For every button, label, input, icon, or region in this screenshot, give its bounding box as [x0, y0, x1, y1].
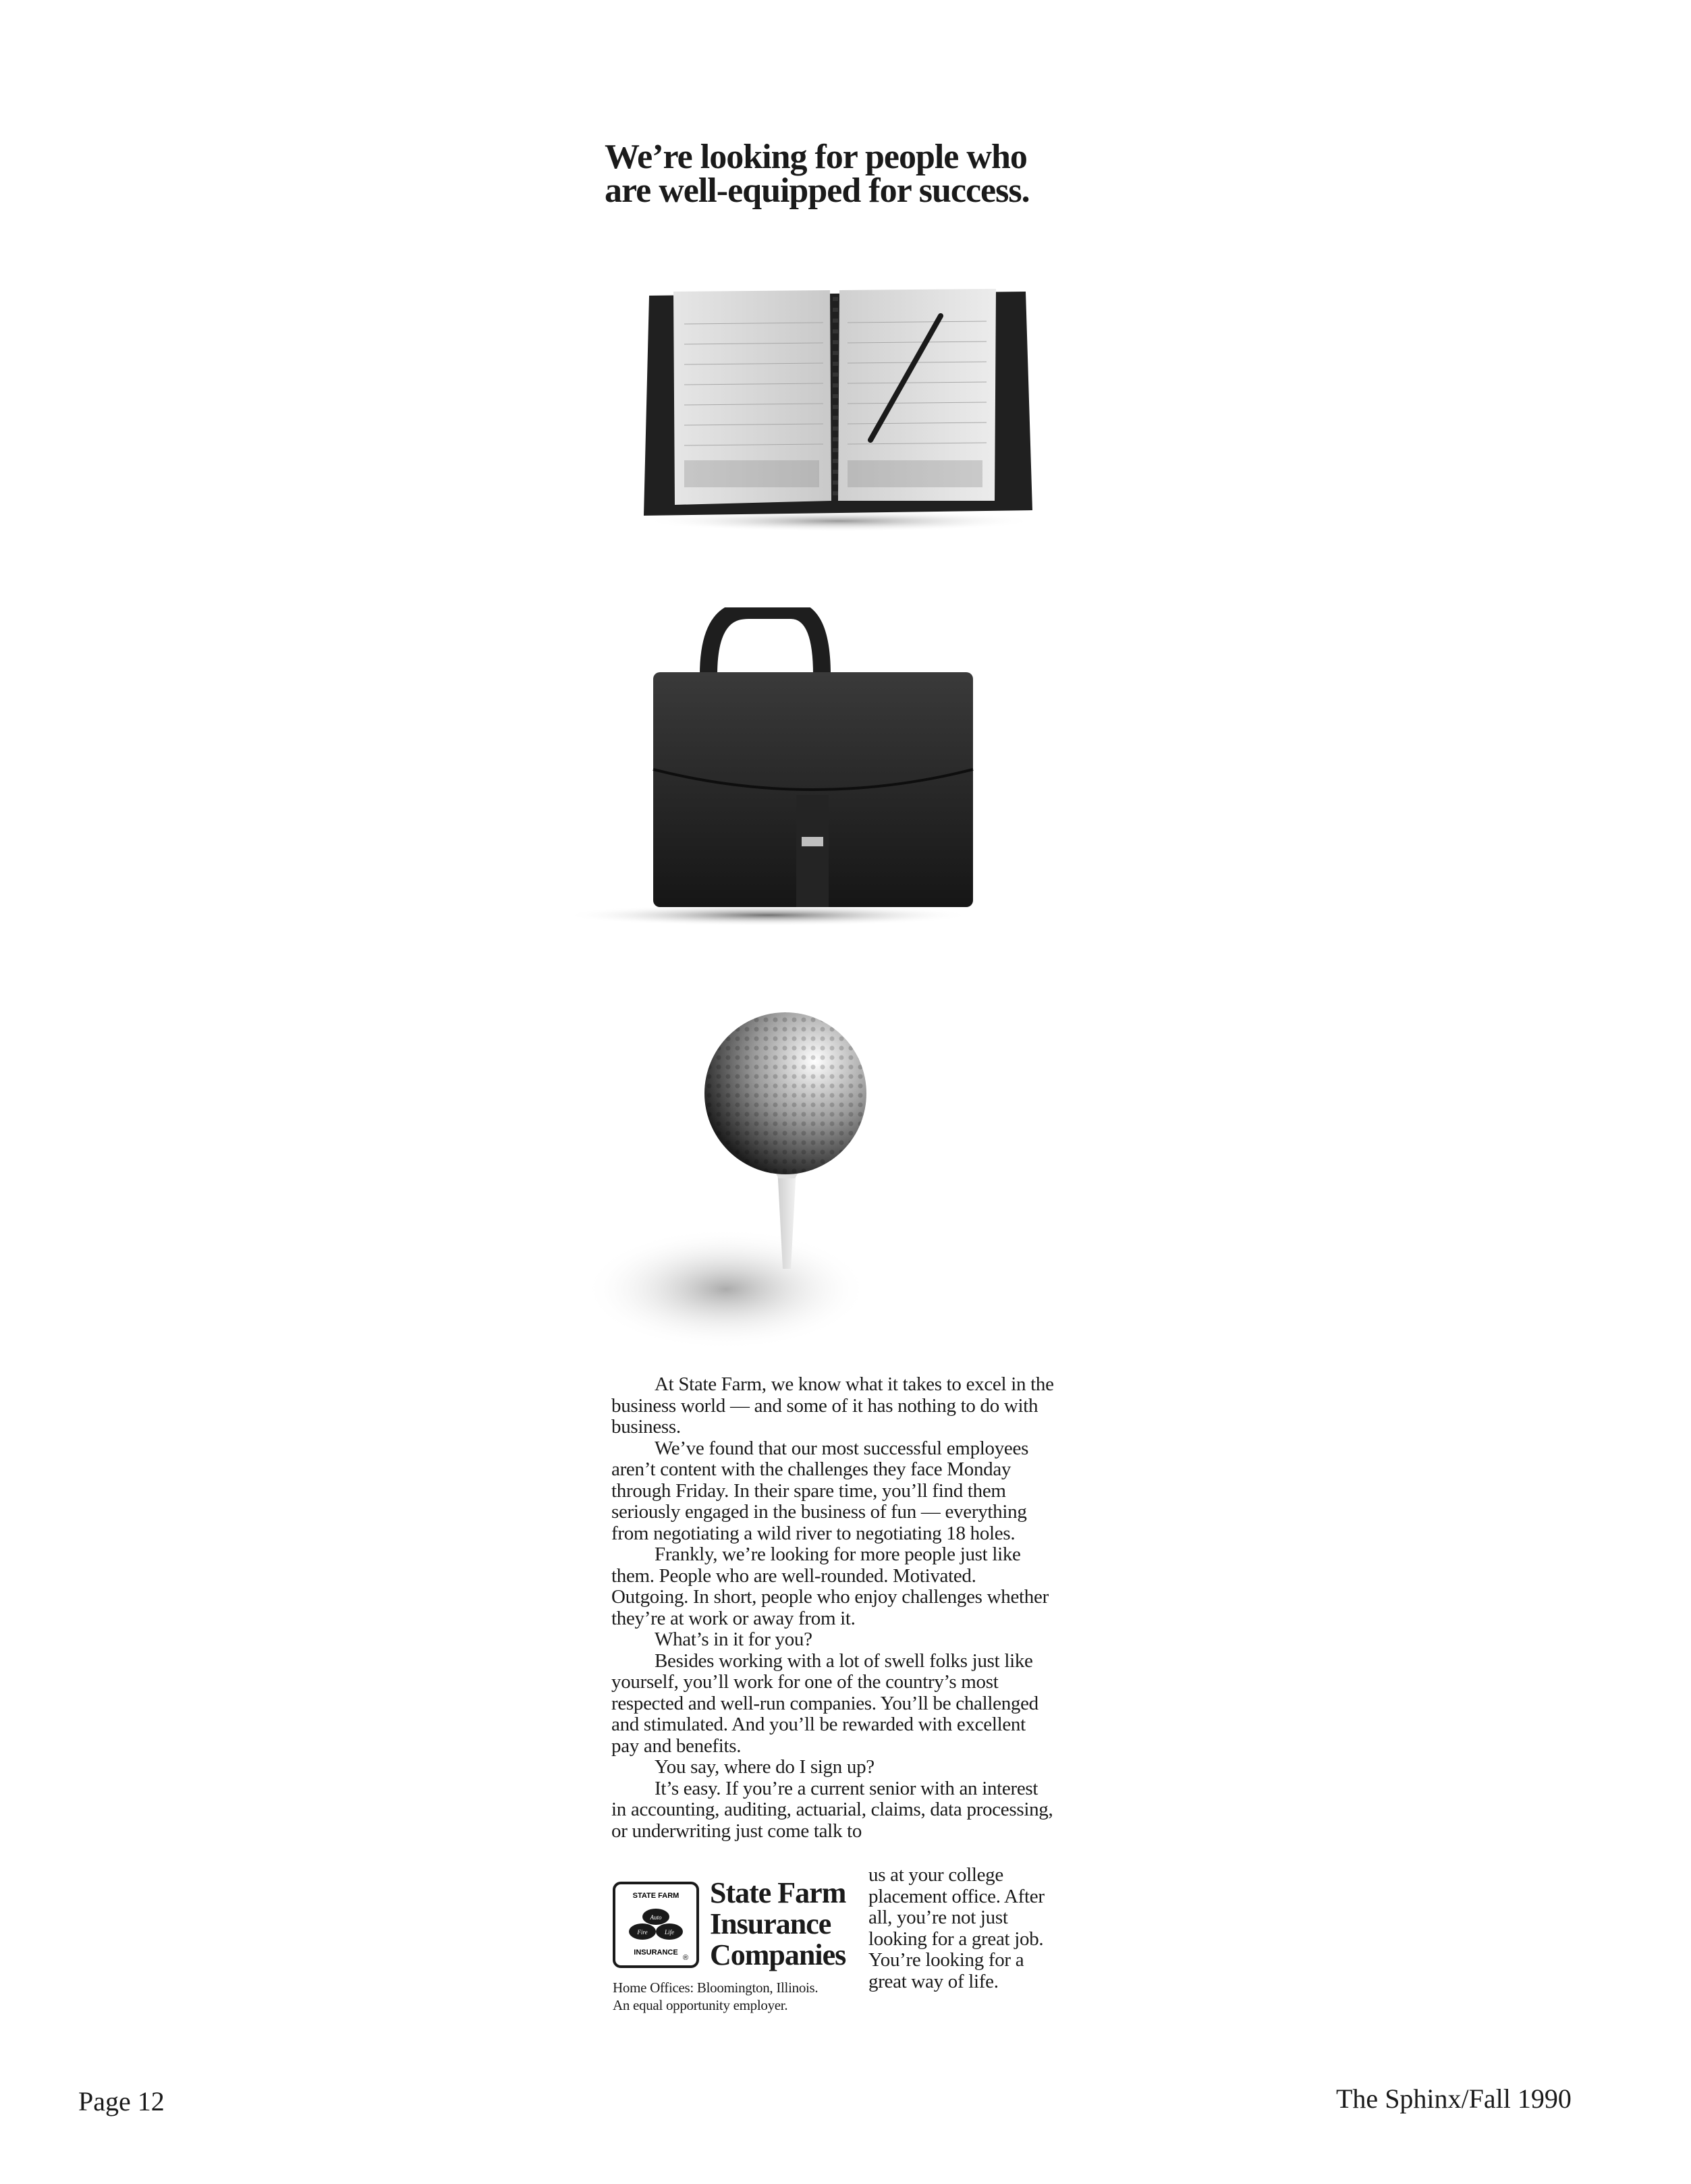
body-paragraph: We’ve found that our most successful employees aren’t content with the challenges they face Monday through Friday. In their spare time, you’ll find them seriously engaged in the business of fun — everything from negotiating a wild river to negotiating 18 holes. [611, 1437, 1029, 1544]
company-name-line: Insurance [710, 1907, 831, 1940]
company-name-line: State Farm [710, 1876, 846, 1909]
home-offices-line: Home Offices: Bloomington, Illinois. [613, 1980, 819, 1996]
body-paragraph: It’s easy. If you’re a current senior with an interest in accounting, auditing, actuarial, claims, data processing, or underwriting just come talk to [611, 1777, 1053, 1842]
body-paragraph: You say, where do I sign up? [655, 1756, 875, 1778]
publication-title: The Sphinx/Fall 1990 [1336, 2083, 1572, 2114]
badge-oval-right-text: Life [664, 1929, 675, 1936]
headline-line-2: are well-equipped for success. [605, 171, 1030, 210]
ad-body-copy [611, 1374, 1057, 1842]
ad-headline [605, 140, 1117, 208]
company-name-line: Companies [710, 1938, 846, 1971]
home-offices-note [613, 1979, 869, 2014]
badge-registered-mark: ® [682, 1954, 689, 1962]
equal-opportunity-line: An equal opportunity employer. [613, 1997, 788, 2013]
badge-bottom-text: INSURANCE [634, 1948, 678, 1957]
body-paragraph: Frankly, we’re looking for more people just like them. People who are well-rounded. Motivated. Outgoing. In short, people who enjoy challenges whether they’re at work or away from it. [611, 1544, 1049, 1629]
golf-ball-image [591, 1006, 949, 1357]
body-paragraph: What’s in it for you? [655, 1629, 812, 1650]
state-farm-badge [613, 1882, 699, 1968]
body-paragraph: At State Farm, we know what it takes to excel in the business world — and some of it has nothing to do with business. [611, 1373, 1054, 1438]
headline-line-1: We’re looking for people who [605, 138, 1027, 176]
planner-image [637, 283, 1038, 533]
company-name [710, 1878, 846, 1971]
state-farm-ovals-icon [615, 1884, 696, 1965]
body-paragraph: Besides working with a lot of swell folks just like yourself, you’ll work for one of the country’s most respected and well-run companies. You’ll be challenged and stimulated. And you’ll be rewarded with excellent pay and benefits. [611, 1649, 1038, 1757]
briefcase-image [565, 607, 1035, 930]
badge-top-text: STATE FARM [632, 1892, 680, 1900]
badge-oval-left-text: Fire [637, 1929, 648, 1936]
state-farm-logo [613, 1878, 856, 1979]
page-number: Page 12 [78, 2086, 165, 2117]
ad-closing-text: us at your college placement office. After all, you’re not just looking for a great job. You’re looking for a great way of life. [868, 1864, 1045, 1992]
badge-oval-top-text: Auto [650, 1914, 662, 1921]
